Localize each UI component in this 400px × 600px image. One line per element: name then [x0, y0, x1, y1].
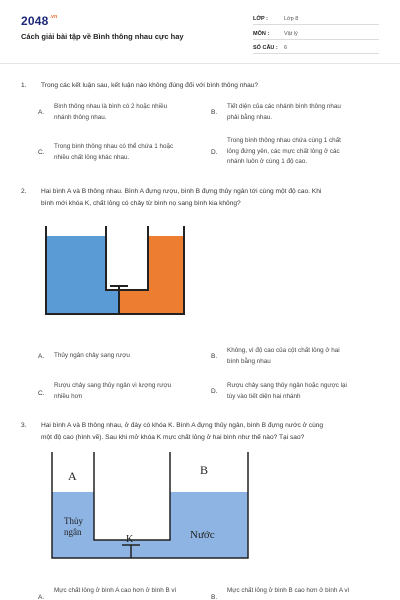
- option-line: phải bằng nhau.: [227, 113, 273, 121]
- option-letter[interactable]: C.: [38, 149, 45, 156]
- vessel-b-liquid: [170, 492, 248, 558]
- option-line: nhánh thông nhau.: [54, 113, 107, 121]
- question-line: bình mới khóa K, chất lỏng có chảy từ bình nọ sang bình kia không?: [41, 200, 241, 207]
- vessel-b-liquid: [148, 236, 184, 314]
- option-line: bình bằng nhau: [227, 357, 271, 365]
- q3-option-b[interactable]: [227, 586, 349, 597]
- option-letter[interactable]: C.: [38, 390, 45, 397]
- connecting-tube-left-liquid: [106, 290, 118, 314]
- liquid-a-label: Thủy: [64, 516, 83, 526]
- q2-option-c[interactable]: [54, 381, 171, 402]
- logo-suffix: .vn: [49, 14, 58, 20]
- option-line: Thủy ngân chảy sang rượu: [54, 352, 130, 359]
- option-letter[interactable]: A.: [38, 594, 45, 600]
- option-letter[interactable]: B.: [211, 109, 218, 116]
- question-line: Hai bình A và B thông nhau. Bình A đựng rượu, bình B đựng thủy ngân tới cùng một độ cao. Khi: [41, 188, 322, 195]
- question-line: Hai bình A và B thông nhau, ở đáy có khóa K. Bình A đựng thủy ngân, bình B đựng nước ở cùng: [41, 422, 324, 429]
- q1-option-d[interactable]: [227, 136, 341, 168]
- q2-option-b[interactable]: [227, 346, 340, 367]
- option-line: tùy vào tiết diện hai nhánh: [227, 392, 301, 400]
- meta-count-key: SỐ CÂU :: [253, 45, 278, 51]
- option-line: Không, vì độ cao của cột chất lỏng ở hai: [227, 347, 340, 354]
- question-text: [41, 420, 400, 444]
- q1-option-a[interactable]: [54, 102, 167, 123]
- question-text: [41, 186, 400, 210]
- site-logo[interactable]: [21, 14, 57, 28]
- page-header: [0, 0, 400, 64]
- option-line: Tiết diện của các nhánh bình thông nhau: [227, 103, 341, 110]
- liquid-b-label: Nước: [190, 529, 215, 541]
- meta-subject-key: MÔN :: [253, 31, 270, 37]
- header-divider: [0, 63, 400, 64]
- vessel-b-label: B: [200, 463, 209, 477]
- option-line: Bình thông nhau là bình có 2 hoặc nhiều: [54, 103, 168, 110]
- option-line: nhiều hơn: [54, 392, 83, 400]
- option-letter[interactable]: D.: [211, 149, 218, 156]
- option-letter[interactable]: D.: [211, 388, 218, 395]
- meta-count: [253, 43, 379, 54]
- question-number: 1.: [21, 82, 27, 89]
- meta-subject-value: Vật lý: [284, 31, 298, 37]
- option-line: nhánh luôn ở cùng 1 độ cao.: [227, 158, 308, 165]
- q1-option-c[interactable]: [54, 142, 173, 163]
- valve-label: K: [126, 534, 134, 545]
- option-letter[interactable]: A.: [38, 353, 45, 360]
- page-title: Cách giải bài tập về Bình thông nhau cực hay: [21, 32, 184, 41]
- question-number: 2.: [21, 188, 27, 195]
- vessel-a-label: A: [68, 469, 77, 483]
- meta-grade-value: Lớp 8: [284, 16, 299, 22]
- logo-text: 2048: [21, 14, 49, 28]
- option-letter[interactable]: B.: [211, 594, 218, 600]
- option-line: Mực chất lỏng ở bình A cao hơn ở bình B vì: [54, 587, 177, 594]
- liquid-a-label: ngân: [64, 527, 82, 537]
- q1-option-b[interactable]: [227, 102, 341, 123]
- q3-option-a[interactable]: [54, 586, 176, 597]
- option-letter[interactable]: B.: [211, 353, 218, 360]
- option-line: Mực chất lỏng ở bình B cao hơn ở bình A vì: [227, 587, 350, 594]
- meta-count-value: 6: [284, 45, 288, 51]
- meta-subject: [253, 29, 379, 40]
- question-text: Trong các kết luận sau, kết luận nào không đúng đối với bình thông nhau?: [41, 82, 259, 89]
- question-number: 3.: [21, 422, 27, 429]
- q2-figure: [40, 224, 190, 316]
- option-letter[interactable]: A.: [38, 109, 45, 116]
- q2-option-d[interactable]: [227, 381, 347, 402]
- option-line: Rượu chảy sang thủy ngân vì lượng rượu: [54, 382, 172, 389]
- option-line: nhiều chất lỏng khác nhau.: [54, 153, 130, 161]
- meta-grade: [253, 14, 379, 25]
- option-line: Rượu chảy sang thủy ngân hoặc ngược lại: [227, 382, 347, 389]
- connecting-tube-right-liquid: [118, 290, 148, 314]
- q2-option-a[interactable]: [54, 351, 130, 362]
- vessel-a-liquid: [46, 236, 106, 314]
- meta-grade-key: LỚP :: [253, 16, 268, 22]
- q3-figure: [50, 452, 250, 562]
- question-line: một độ cao (hình vẽ). Sau khi mở khóa K mực chất lỏng ở hai bình như thế nào? Tại sao?: [41, 434, 305, 441]
- option-line: Trong bình thông nhau chứa cùng 1 chất: [227, 137, 341, 144]
- option-line: lỏng đứng yên, các mực chất lỏng ở các: [227, 147, 340, 155]
- option-line: Trong bình thông nhau có thể chứa 1 hoặc: [54, 143, 174, 150]
